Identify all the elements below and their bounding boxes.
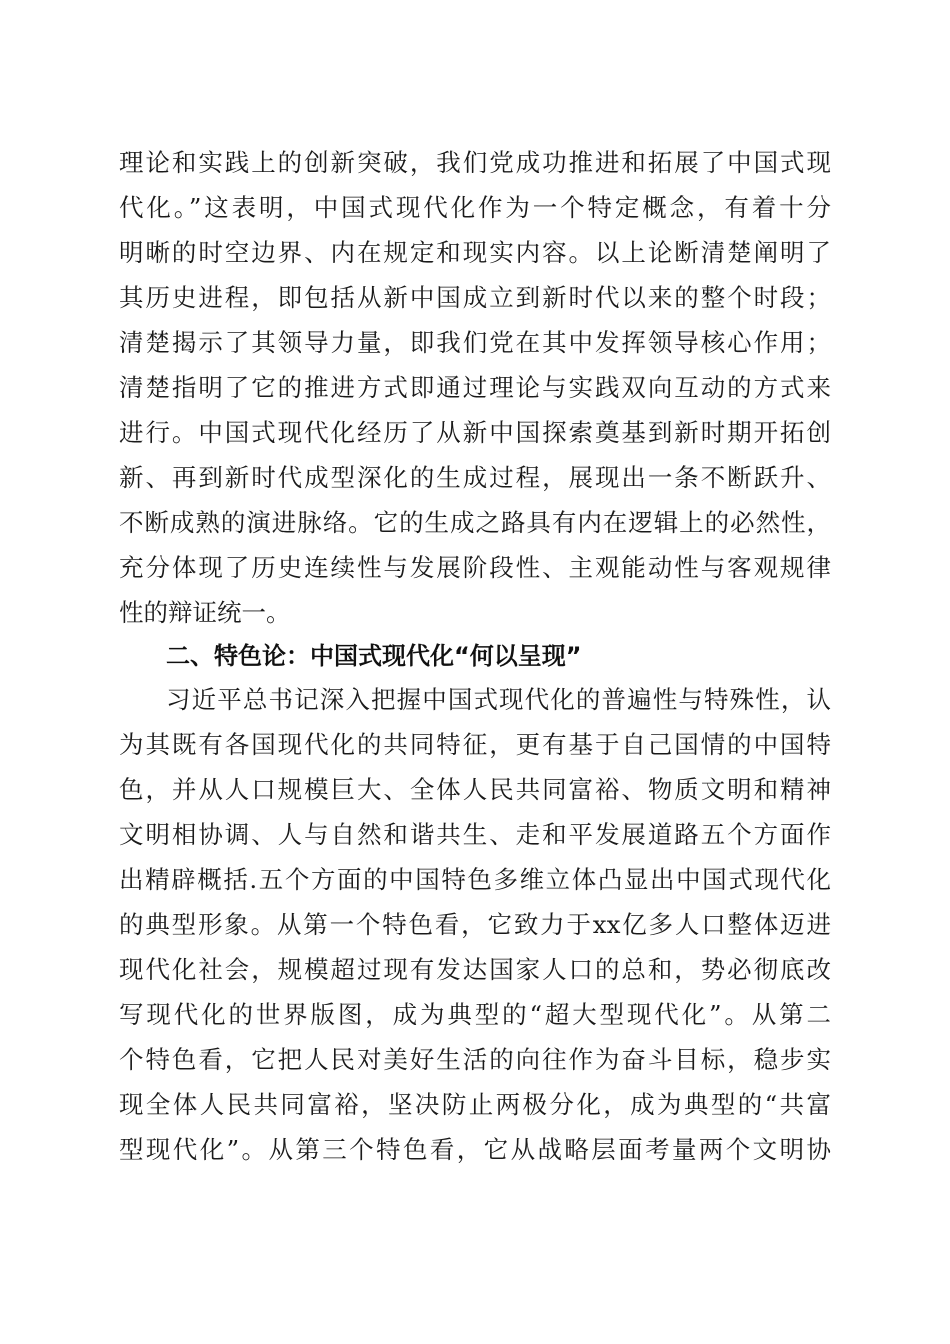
text-line: 现全体人民共同富裕，坚决防止两极分化，成为典型的“共富	[119, 1090, 831, 1119]
text-line: 个特色看，它把人民对美好生活的向往作为奋斗目标，稳步实	[119, 1045, 831, 1074]
text-line: 其历史进程，即包括从新中国成立到新时代以来的整个时段；	[119, 283, 831, 312]
text-line: 色，并从人口规模巨大、全体人民共同富裕、物质文明和精神	[119, 775, 831, 804]
text-line: 出精辟概括.五个方面的中国特色多维立体凸显出中国式现代化	[119, 865, 831, 894]
text-line: 代化。”这表明，中国式现代化作为一个特定概念，有着十分	[119, 193, 831, 222]
text-line: 现代化社会，规模超过现有发达国家人口的总和，势必彻底改	[119, 955, 831, 984]
text-line: 性的辩证统一。	[119, 598, 291, 627]
text-line: 的典型形象。从第一个特色看，它致力于xx亿多人口整体迈进	[119, 910, 831, 939]
text-line: 充分体现了历史连续性与发展阶段性、主观能动性与客观规律	[119, 553, 831, 582]
text-line: 写现代化的世界版图，成为典型的“超大型现代化”。从第二	[119, 1000, 831, 1029]
text-line: 理论和实践上的创新突破，我们党成功推进和拓展了中国式现	[119, 148, 831, 177]
text-line: 习近平总书记深入把握中国式现代化的普遍性与特殊性，认	[166, 685, 831, 714]
text-line: 清楚揭示了其领导力量，即我们党在其中发挥领导核心作用；	[119, 328, 831, 357]
text-line: 新、再到新时代成型深化的生成过程，展现出一条不断跃升、	[119, 463, 831, 492]
section-heading: 二、特色论：中国式现代化“何以呈现”	[166, 642, 582, 670]
text-line: 为其既有各国现代化的共同特征，更有基于自己国情的中国特	[119, 730, 831, 759]
text-line: 进行。中国式现代化经历了从新中国探索奠基到新时期开拓创	[119, 418, 831, 447]
text-line: 型现代化”。从第三个特色看，它从战略层面考量两个文明协	[119, 1135, 831, 1164]
text-line: 清楚指明了它的推进方式即通过理论与实践双向互动的方式来	[119, 373, 831, 402]
text-line: 文明相协调、人与自然和谐共生、走和平发展道路五个方面作	[119, 820, 831, 849]
text-line: 明晰的时空边界、内在规定和现实内容。以上论断清楚阐明了	[119, 238, 831, 267]
text-line: 不断成熟的演进脉络。它的生成之路具有内在逻辑上的必然性，	[119, 508, 831, 537]
